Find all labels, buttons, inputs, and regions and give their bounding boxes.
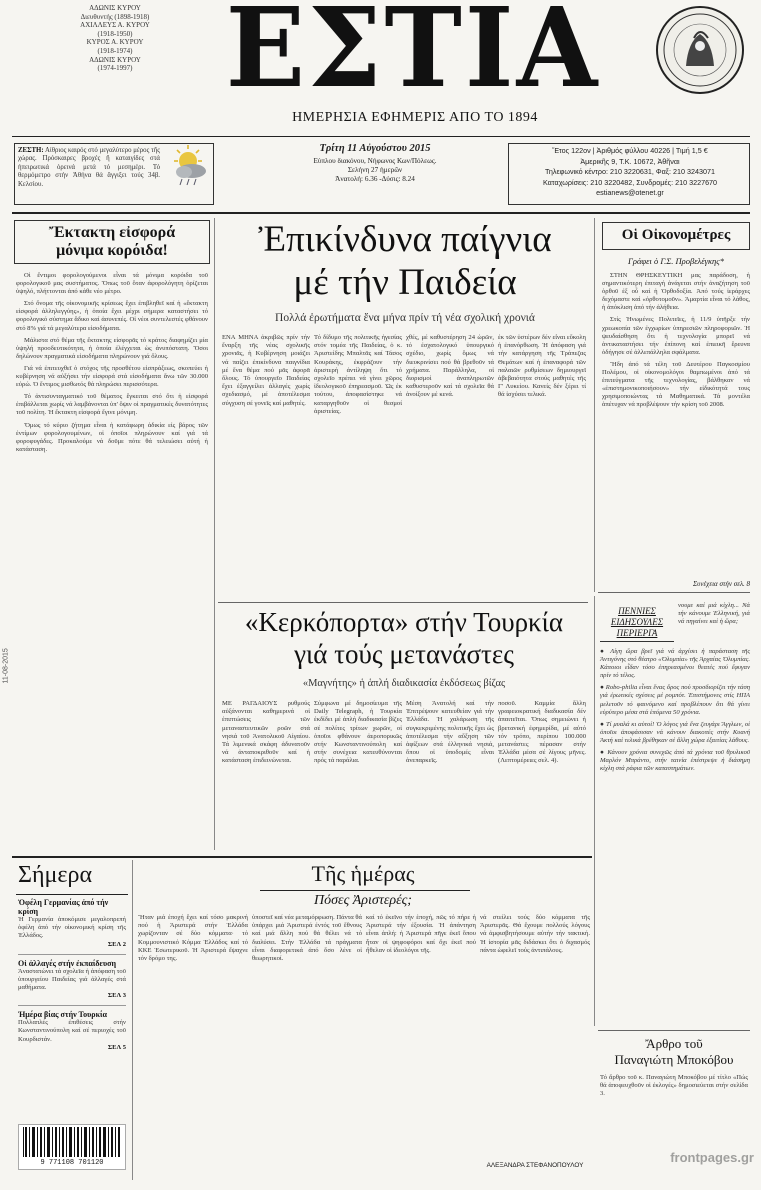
second-column: Σύμφωνα μέ δημοσίευμα τῆς Daily Telegraph, ἡ Τουρκία ἐκδίδει μέ ἁπλή διαδικασία βίζες σέ πολίτες τρίτων χωρῶν, οἱ ὁποῖοι φθάνουν ἀεροπορικῶς στήν Κωνσταντινούπολη καί στήν συνέχεια κατευθύνονται πρός τά παράλια. [314,700,402,765]
second-subhead: «Μαγνήτης» ἡ ἁπλή διαδικασία ἐκδόσεως βίζας [302,678,506,689]
weather-description: Αίθριος καιρός στό μεγαλύτερο μέρος τῆς χώρας. Πρόσκαιρες βροχές ἢ καταιγίδες στά ἠπειρωτικά ὀρεινά μετά τό μεσημέρι. Τό θερμόμετρο στήν Ἀθήνα θά ἄγγιξει τούς 34β. Κελσίου. [18,147,160,188]
founder: ΚΥΡΟΣ Α. ΚΥΡΟΥ [86,38,144,47]
barcode-number: 9 771108 701120 [40,1159,104,1167]
penies-title-line: ΠΕΝΝΙΕΣ [618,606,656,616]
penies-item [600,749,750,773]
lead-column: χθές, μέ καθυστέρηση 24 ὡρῶν, τό ἐσχατολογικό ὑπουργικό σχέδιο, χωρίς ὅμως νά διευκρινίσει πού θά βρεθοῦν τά χρήματα. Παράλληλα, οἱ διορισμοί ἀναπληρωτῶν καθυστεροῦν καί τά σχολεῖα θά ἀνοίξουν μέ κενά. [406,334,494,399]
tis-imeras-column: καί τό ἐκεῖνο τήν ἑποχή, πῶς τό πήρε ἡ Ἀριστερά τήν ἐξουσία. Ἡ ἀπάντηση εἶναι ἁπλή: ἡ Ἀριστερά πῆγε ἐκεῖ ὅπου ἦταν οἱ ψηφοφόροι καί ὄχι ἐκεῖ πού ἤθελαν οἱ ἰδεολόγοι τῆς. [366,914,476,954]
second-column: ΜΕ ΡΑΓΔΑΙΟΥΣ ρυθμούς αὐξάνονται καθημερινά οἱ ἐπιπτώσεις τῶν μεταναστευτικῶν ροῶν στά νησιά τοῦ Ἀνατολικοῦ Αἰγαίου. Τά λιμενικά σκάφη ἀδυνατοῦν νά ἀνταποκριθοῦν καί ἡ κατάσταση ἐπιδεινώνεται. [222,700,310,765]
penies-item-text: Λίγη ὥρα βρεῖ γιά νά ἀρχίσει ἡ παράσταση τῆς Ἀντιγόνης στό θέατρο «Ὀλυμπία» τῆς Ἀρχαίας Ὀλυμπίας. Κάποιοι εἶδαν τόσο ἐπηρεασμένοι θεατές πού ἔφυγαν πρίν τό τέλος. [600,648,750,680]
penies-title-line: ΠΕΡΙΕΡΓΑ [616,628,658,638]
levy-title [14,224,210,260]
lead-headline-line: μέ τήν Παιδεία [293,262,517,303]
arthro-title-line: Ἄρθρο τοῦ [645,1036,703,1051]
lead-column: ΕΝΑ ΜΗΝΑ ἀκριβῶς πρίν τήν ἔναρξη τῆς νέας σχολικῆς χρονιᾶς, ἡ Κυβέρνηση μοιάζει νά παίζει ἐπικίνδυνα παιγνίδια μέ ἕνα θέμα πού μᾶς ἀφορᾶ ὅλους. Τό ὑπουργεῖο Παιδείας ἔχει ἐξαγγείλει ἀλλαγές χωρίς σχεδιασμό, μέ ἀποτέλεσμα σύγχυση σέ γονεῖς καί μαθητές. [222,334,310,407]
simera-title: Σήμερα [18,862,93,888]
simera-item[interactable] [18,954,126,1000]
simera-item-text: Πολλαπλές ἐπιθέσεις στήν Κωνσταντινούπολη καί σέ περιοχές τοῦ Κουρδιστάν. [18,1019,126,1043]
weather-sun-cloud-icon [166,143,212,189]
athena-seal-icon [656,6,744,94]
moon-age: Σελήνη 27 ἡμερῶν [347,166,403,174]
second-headline-line: γιά τούς μετανάστες [294,639,514,669]
penies-title-line: ΕΙΔΗΣΟΥΛΕΣ [610,617,664,627]
bullet-icon: ● [600,749,608,757]
penies-item [600,648,750,680]
founder-years: Διευθυντής (1898-1918) [80,12,150,21]
paragraph: Ἤδη ἀπό τά τέλη τοῦ Δευτέρου Παγκοσμίου Πολέμου, οἱ οἰκονομολόγοι θαμπωμένοι ἀπό τά ἐπιτεύγματα τῆς τεχνολογίας, βάλθηκαν νά «ἐπιστημονικοποιήσουν» τήν εἰδικότητά τους χρησιμοποιώντας τά Μαθηματικά. Τά μοντέλα ἀπέτυχαν νά προβλέψουν τήν κρίση τοῦ 2008. [602,360,750,409]
simera-list [18,898,126,1051]
tis-imeras-title: Τῆς ἡμέρας [311,861,415,886]
tis-imeras-column: νά στείλει τούς δύο κόμματα τῆς Ἀριστερᾶς. Θά ἔχουμε πολλούς λόγους νά ἀμφισβητήσουμε αὐτήν τήν τακτική. Ἡ ἱστορία μᾶς διδάσκει ὅτι ὁ διχασμός πάντα ὠφελεῖ τούς ἀντιπάλους. [480,914,590,954]
second-headline [218,606,590,670]
simera-item-text: Ἀναστατώνει τά σχολεῖα ἡ ἀπόφαση τοῦ ὑπουργείου Παιδείας γιά ἀλλαγές στά μαθήματα. [18,967,126,992]
email-link[interactable]: estianews@otenet.gr [596,188,664,197]
publisher-info [512,146,748,199]
penies-item-text: Τί μυαλά κι αὐτοί! Ὁ λόγος γιά ἕνα ζευγάρι Ἄγγλων, οἱ ὁποῖοι ἀποφάσισαν νά κάνουν διακοπές στήν Κυανή Ἀκτή καί τελικά βρέθηκαν σέ ἄλλη χώρα ἐξαιτίας λάθους. [600,720,750,744]
nameday: Εὐπλου διακόνου, Νήφωνος Κων/Πόλεως. [313,157,437,165]
simera-item-text: Ἡ Γερμανία ἀποκόμισε μεγαλοπρεπή ὀφέλη ἀπό τήν οἰκονομική κρίση τῆς Ἑλλάδος. [18,916,126,940]
simera-item-title: Οἱ ἀλλαγές στήν ἐκπαίδευση [18,958,116,968]
tis-imeras-column: Ἤταν μιά ἐποχή ἔχει καί τόσο μακρινή πού ἡ Ἀριστερά στήν Ἑλλάδα χωρίζονταν σέ δύο κόμματα· τό Κομμουνιστικό Κόμμα Ἑλλάδος καί τό ΚΚΕ Ἐσωτερικοῦ. Ἡ Ἀριστερά ἔψαχνε τόν δρόμο της. [138,914,248,963]
paragraph: Ὅμως τό κύριο ζήτημα εἶναι ἡ κατάφωρη ἀδικία εἰς βάρος τῶν ἐντίμων φορολογουμένων, οἱ ὁποῖοι πληρώνουν καί γιά τά φοροφυγάδες. Προκαλούμε νά δοῦμε πότε θά τελειώσει αὐτή ἡ κατάσταση. [16,421,208,453]
oikonometres-byline: Γράφει ὁ Γ.Σ. Προβελέγκης* [628,256,724,266]
founder: ΑΔΩΝΙΣ ΚΥΡΟΥ [89,4,141,12]
tis-imeras-subtitle: Πόσες Ἀριστερές; [314,893,412,908]
arthro-title-line: Παναγιώτη Μποκόβου [614,1052,734,1067]
levy-article [16,272,208,454]
date-block [250,143,500,184]
masthead-subtitle: ΗΜΕΡΗΣΙΑ ΕΦΗΜΕΡΙΣ ΑΠΟ ΤΟ 1894 [292,110,538,125]
paragraph: Στίς Ἡνωμένες Πολιτεῖες, ἡ 11/9 ὑπῆρξε τήν χρεωκοπία τῶν ἐγχωρίων ὑπηρεσιῶν πληροφοριῶν. Ἡ ψευδαίσθηση ὅτι ἡ τεχνολογία μπορεῖ νά ἀντικαταστήσει τήν ἐπίπονη καί ἐπιεικῆ ἔρευνα ὁδήγησε σέ ἀλλεπάλληλα σφάλματα. [602,316,750,356]
penies-top-text: νουμε καί μιά κίχλη... Νά τήν κάνουμε Ἑλληνική, γιά νά πηγαίνει καί ἡ ὥρα; [678,602,750,626]
simera-item-page: ΣΕΛ 5 [107,1043,126,1051]
lead-column: ἐκ τῶν ὑστέρων δέν εἶναι εὔκολη ἡ ἐπανόρθωση. Ἡ ἀπόφαση γιά τήν κατάργηση τῆς Τράπεζας Θεμάτων καί ἡ ἐπαναφορά τῶν παλαιῶν ρυθμίσεων δημιουργεῖ ἀβεβαιότητα στούς μαθητές τῆς Γ' Λυκείου. Κανείς δέν ξέρει τί θά ἰσχύσει τελικά. [498,334,586,399]
weather-text [18,147,160,189]
second-column: ποσοῦ. Καμμία ἄλλη γραφειοκρατική διαδικασία δέν ἀπαιτεῖται. Ὅπως σημειώνει ἡ βρετανική ἐφημερίδα, μέ αὐτό τόν τρόπο, περίπου 100.000 μετανάστες πέρασαν στήν Ἑλλάδα μέσα σέ λίγους μῆνες. (Λεπτομέρειες σελ. 4). [498,700,586,765]
penies-list [600,648,750,773]
watermark: frontpages.gr [670,1150,754,1165]
bullet-icon: ● [600,648,611,655]
masthead-title: ΕΣΤΙΑ [225,0,601,113]
paragraph: Μάλιστα στό θέμα τῆς ἔκτακτης εἰσφορᾶς τό κράτος διαφημίζει μία ὑψηλή προοδευτικότητα, ἡ ὁποία ἐλέγχεται ὡς ἀνυπόστατη. Ὅσοι δηλώνουν πραγματικά εἰσοδήματα πληρώνουν γιά ὅλους. [16,336,208,360]
simera-item-title: Ὀφέλη Γερμανίας ἀπό τήν κρίση [18,898,109,916]
barcode [18,1124,126,1170]
levy-title-line: Ἔκτακτη εἰσφορά [48,224,176,241]
lead-column: Τό δίδυμο τῆς πολιτικῆς ἡγεσίας στόν τομέα τῆς Παιδείας, ὁ κ. Ἀριστείδης Μπαλτᾶς καί Τάσος Κουράκης, ἐκφράζουν τήν ἀριστερή ἀντίληψη ὅτι τό σχολεῖο πρέπει νά γίνει χῶρος ἰδεολογικοῦ ἐπηρεασμοῦ. Ὡς ἐκ τούτου, ἀποφασίστηκε νά καταργηθοῦν οἱ θεσμοί ἀριστείας. [314,334,402,415]
simera-item[interactable] [18,1005,126,1051]
bullet-icon: ● [600,684,606,692]
penies-item [600,684,750,716]
tis-imeras-column: ὑποστεῖ καί νέα μεταμόρφωση. Πάντα θά ὑπάρχει μιά Ἀριστερά ἐντός τοῦ ἔθνους καί μιά ἄλλη πού θά θέλει νά τό διαλύσει. Στήν Ἑλλάδα τά πράγματα εἶναι διαφορετικά ἀπό ὅσο λένε οἱ θεωρητικοί. [252,914,362,963]
arthro-title [598,1036,750,1068]
simera-item-page: ΣΕΛ 3 [107,992,126,1000]
penies-title [600,606,674,642]
second-headline-line: «Κερκόπορτα» στήν Τουρκία [244,607,564,637]
issue-number: Ἔτος 122ον | Ἀριθμός φύλλου 40226 | Τιμή 1,5 € [552,146,708,155]
lead-headline-line: Ἐπικίνδυνα παίγνια [258,219,552,260]
arthro-text: Τό ἄρθρο τοῦ κ. Παναγιώτη Μποκόβου μέ τίτλο «Πώς θά ἀποφευχθοῦν οἱ ἐκλογές» δημοσιεύεται στήν σελίδα 3. [600,1074,748,1098]
side-date: 11-08-2015 [2,648,10,684]
penies-item [600,721,750,745]
paragraph: Οἱ ἔντιμοι φορολογούμενοι εἶναι τά μόνιμα κορόιδα τοῦ φορολογικοῦ μας συστήματος. Ὅπως τοῦ ὅταν ἀφορολόγητη ὁρίζεται ὑψηλό, πλήττονται ἀπό κάθε νέο μέτρο. [16,272,208,296]
paragraph: Τό ἀντισυνταγματικό τοῦ θέματος ἔγκειται στό ὅτι ἡ εἰσφορά ἐπιβάλλεται χωρίς νά λαμβάνονται ὑπ' ὄψιν οἱ πραγματικές δυνατότητες τοῦ πολίτη. Ἡ ἔκτακτη εἰσφορά ἔγινε μόνιμη. [16,393,208,417]
phone: Τηλεφωνικό κέντρο: 210 3220631, Φαξ: 210 3243071 [545,167,715,176]
penies-item-text: Robo-philia εἶναι ἕνας ὅρος πού προσδιορίζει τήν τάση γιά ἐρωτικές σχέσεις μέ ρομπότ. Ἐπιστήμονες στίς ΗΠΑ μελετοῦν τό φαινόμενο καί προβλέπουν ὅτι θά γίνει εὐρύτερο μέσα στά ἑπόμενα 50 χρόνια. [600,684,750,716]
issue-date: Τρίτη 11 Αὐγούστου 2015 [319,143,431,154]
second-column: Μέση Ἀνατολή καί τήν Ἐπιτρέψουν κατευθείαν γιά τήν Ἑλλάδα. Ἡ χαλάρωση τῆς συγκεκριμένης πολιτικῆς ἔχει ὡς ἀποτέλεσμα τήν αὔξηση τῶν ἀφίξεων στά ἑλληνικά νησιά, ὅπου οἱ ὑποδομές εἶναι ἀνεπαρκεῖς. [406,700,494,765]
paragraph: ΣΤΗΝ ΘΡΗΣΚΕΥΤΙΚΗ μας παράδοση, ἡ σημαντικότερη ἐπιταγή ἀνάγεται στήν ἀναζήτηση τοῦ ὀρθοῦ ἐξ οὗ καί ἡ Ὀρθοδοξία. Ἀπό τούς ἱεράρχες δεχόμαστε καί «ὀρθοτομοῦν». Ἀμαρτία εἶναι τό λάθος, ἡ ἀπόκλιση ἀπό τήν ἀλήθεια. [602,272,750,312]
bullet-icon: ● [600,720,607,728]
founder: ΑΔΩΝΙΣ ΚΥΡΟΥ [89,55,141,64]
lead-headline [220,218,590,304]
founder: ΑΧΙΛΛΕΥΣ Α. ΚΥΡΟΥ [80,21,150,30]
levy-title-line: μόνιμα κορόιδα! [56,242,168,259]
oikonometres-article [602,272,750,410]
penies-item-text: Κάνουν χρόνια συνεχῶς ἀπό τά χρόνια τοῦ θρυλικοῦ Μαρλόν Μπράντο, στήν ταινία ἐπέστρεψε ἡ διάσημη κίχλη στά ράφια τῶν καταστημάτων. [600,749,750,773]
oikonometres-title: Οἱ Οἰκονομέτρες [621,227,731,243]
simera-item-title: Ἡμέρα βίας στήν Τουρκία [18,1010,107,1020]
lead-subhead: Πολλά ἐρωτήματα ἕνα μήνα πρίν τή νέα σχολική χρονιά [275,312,535,324]
founder-years: (1974-1997) [97,64,133,73]
founders-list [60,4,170,73]
simera-item[interactable] [18,898,126,948]
continued-note[interactable]: Συνέχεια στήν σελ. 8 [693,580,750,588]
ads-phone: Καταχωρίσεις: 210 3220482, Συνδρομές: 210 3227670 [542,177,718,187]
sunrise-sunset: Ἀνατολή: 6.36 -Δύσις: 8.24 [335,175,415,183]
simera-item-page: ΣΕΛ 2 [107,940,126,948]
founder-years: (1918-1974) [97,46,133,55]
paragraph: Γιά νά ἐπιτευχθεῖ ὁ στόχος τῆς προσθέτου εἰσπράξεως, σκοπεύει ἡ κυβέρνηση νά αὐξήσει τήν εἰσφορά στά εἰσοδήματα ἄνω τῶν 30.000 εὐρώ. Ὁ ἔντιμος μισθωτός θά πληρώσει περισσότερα. [16,364,208,389]
weather-label: ΖΕΣΤΗ: [18,147,44,154]
paragraph: Στό ὄνομα τῆς οἰκονομικῆς κρίσεως ἔχει ἐπιβληθεῖ καί ἡ «ἔκτακτη εἰσφορά ἀλληλεγγύης», ἡ ὁποία ἔχει μέχρι σήμερα καταστήσει τό φορολογικό σύστημα ἄδικο καί ἀσυνεπές. Οἱ νέοι συντελεστές φθάνουν στό 8% γιά τά μεγαλύτερα εἰσοδήματα. [16,300,208,332]
address: Ἀμερικῆς 9, Τ.Κ. 10672, Ἀθῆναι [580,156,680,166]
tis-imeras-author: ΑΛΕΞΑΝΔΡΑ ΣΤΕΦΑΝΟΠΟΥΛΟΥ [486,1162,584,1169]
founder-years: (1918-1950) [97,29,133,38]
